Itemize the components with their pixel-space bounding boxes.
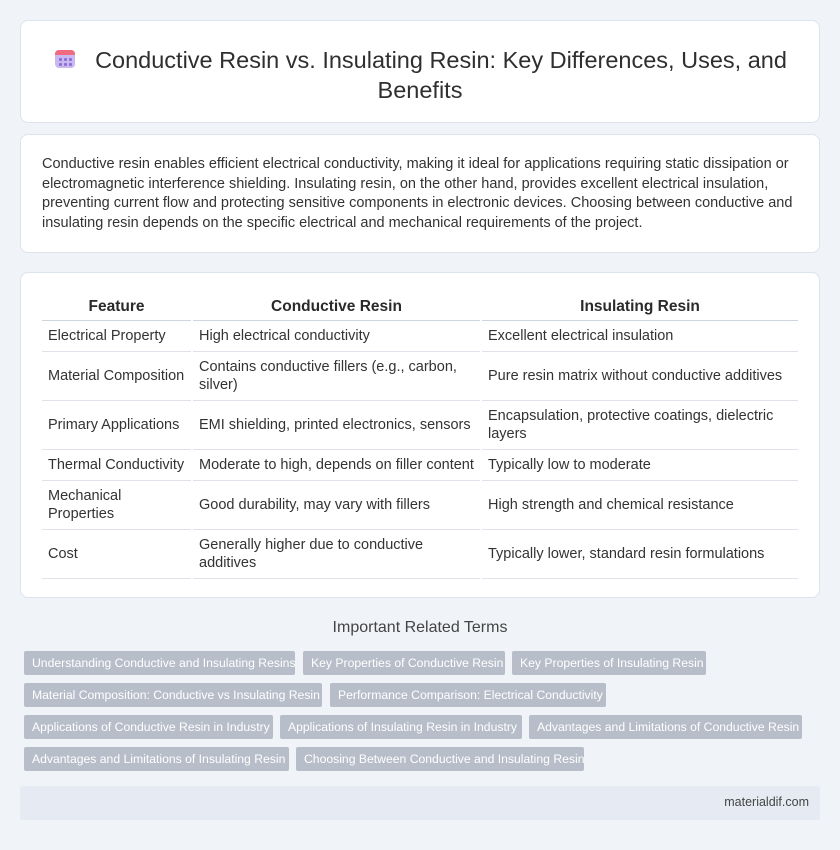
- intro-paragraph: Conductive resin enables efficient electrical conductivity, making it ideal for applications requiring static dissipation or electromagnetic interference shielding. Insulating resin, on the other hand, provides excellent electrical insulation, preventing current flow and protecting sensitive components in electronic devices. Choosing between conductive and insulating resin depends on the specific electrical and mechanical requirements of the project.: [42, 156, 793, 231]
- calendar-icon: [53, 46, 77, 70]
- conductive-cell: Generally higher due to conductive additives: [192, 529, 481, 578]
- table-row: [42, 529, 798, 578]
- feature-cell: Thermal Conductivity: [42, 449, 192, 480]
- related-terms-title: Important Related Terms: [332, 619, 508, 636]
- related-term-link[interactable]: Applications of Insulating Resin in Industry: [280, 715, 522, 739]
- footer: [20, 786, 820, 820]
- feature-cell: Mechanical Properties: [42, 480, 192, 529]
- insulating-cell: Encapsulation, protective coatings, dielectric layers: [481, 400, 798, 449]
- comparison-table-card: [20, 272, 820, 598]
- table-row: [42, 320, 798, 351]
- conductive-cell: Good durability, may vary with fillers: [192, 480, 481, 529]
- table-row: [42, 400, 798, 449]
- conductive-cell: Contains conductive fillers (e.g., carbon, silver): [192, 351, 481, 400]
- table-row: [42, 449, 798, 480]
- header-feature: Feature: [42, 297, 192, 320]
- related-term-link[interactable]: Advantages and Limitations of Conductive Resin: [529, 715, 802, 739]
- table-header-row: [42, 297, 798, 320]
- related-term-link[interactable]: Choosing Between Conductive and Insulating Resin: [296, 747, 584, 771]
- title-card: [20, 20, 820, 123]
- footer-site-link[interactable]: materialdif.com: [724, 795, 809, 809]
- insulating-cell: High strength and chemical resistance: [481, 480, 798, 529]
- insulating-cell: Excellent electrical insulation: [481, 320, 798, 351]
- insulating-cell: Typically lower, standard resin formulations: [481, 529, 798, 578]
- intro-card: [20, 134, 820, 253]
- related-term-link[interactable]: Material Composition: Conductive vs Insulating Resin: [24, 683, 322, 707]
- table-row: [42, 480, 798, 529]
- insulating-cell: Typically low to moderate: [481, 449, 798, 480]
- comparison-table: [42, 297, 798, 579]
- conductive-cell: Moderate to high, depends on filler content: [192, 449, 481, 480]
- header-conductive-resin: Conductive Resin: [192, 297, 481, 320]
- conductive-cell: EMI shielding, printed electronics, sensors: [192, 400, 481, 449]
- related-term-link[interactable]: Advantages and Limitations of Insulating Resin: [24, 747, 289, 771]
- page-header: [51, 45, 789, 105]
- related-term-link[interactable]: Performance Comparison: Electrical Conductivity: [330, 683, 606, 707]
- insulating-cell: Pure resin matrix without conductive additives: [481, 351, 798, 400]
- header-insulating-resin: Insulating Resin: [481, 297, 798, 320]
- conductive-cell: High electrical conductivity: [192, 320, 481, 351]
- related-term-link[interactable]: Key Properties of Conductive Resin: [303, 651, 505, 675]
- related-term-link[interactable]: Key Properties of Insulating Resin: [512, 651, 706, 675]
- related-term-link[interactable]: Understanding Conductive and Insulating Resins: [24, 651, 295, 675]
- related-term-link[interactable]: Applications of Conductive Resin in Industry: [24, 715, 273, 739]
- feature-cell: Electrical Property: [42, 320, 192, 351]
- page-title: [51, 45, 789, 105]
- feature-cell: Primary Applications: [42, 400, 192, 449]
- feature-cell: Material Composition: [42, 351, 192, 400]
- feature-cell: Cost: [42, 529, 192, 578]
- table-row: [42, 351, 798, 400]
- page-title-text: Conductive Resin vs. Insulating Resin: Key Differences, Uses, and Benefits: [95, 47, 787, 103]
